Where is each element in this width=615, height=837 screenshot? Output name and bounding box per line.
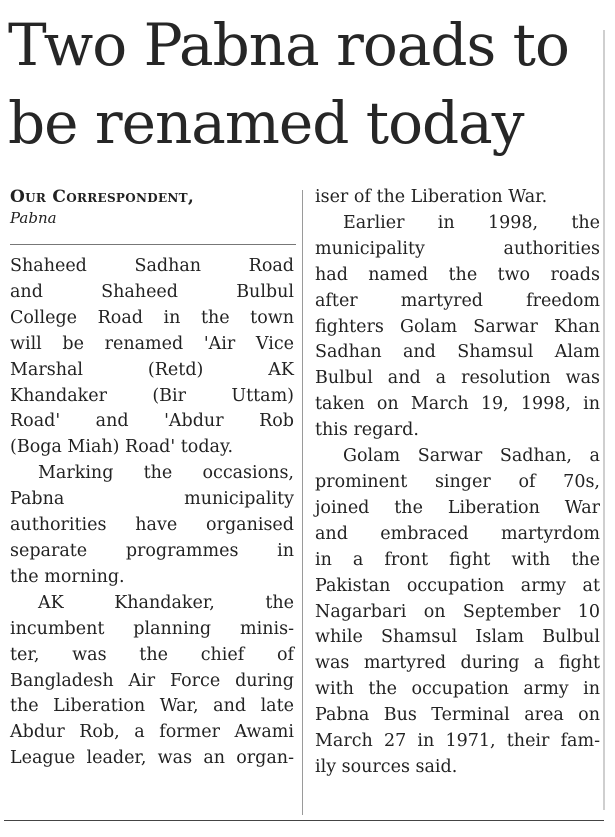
body-line: Pakistan occupation army at [315,575,600,596]
body-line: joined the Liberation War [315,497,600,518]
body-line: Pabna municipality [10,489,294,510]
headline-line-2: be renamed today [8,89,524,157]
body-line: in a front fight with the [315,549,600,570]
body-line: iser of the Liberation War. [315,187,548,207]
body-line: Road' and 'Abdur Rob [10,411,294,432]
byline-divider [10,244,296,245]
byline [10,186,296,228]
body-line: ter, was the chief of [10,644,294,665]
body-line: March 27 in 1971, their fam- [315,731,600,752]
body-line: Nagarbari on September 10 [315,601,600,622]
body-line: separate programmes in [10,540,294,561]
body-line: AK Khandaker, the [38,592,294,613]
body-line: Bulbul and a resolution was [315,368,600,389]
byline-name: Our Correspondent, [10,187,195,207]
body-line: the Liberation War, and late [10,696,294,717]
body-line: Khandaker (Bir Uttam) [10,385,294,406]
body-line: authorities have organised [10,515,294,536]
page-edge-rule [603,30,605,810]
body-line: municipality authorities [315,238,600,259]
body-line: (Boga Miah) Road' today. [10,437,234,458]
body-line: Abdur Rob, a former Awami [10,722,294,743]
right-column [315,185,600,781]
body-line: ily sources said. [315,756,458,777]
body-line: while Shamsul Islam Bulbul [315,627,600,648]
body-line: this regard. [315,420,419,441]
body-line: had named the two roads [315,264,600,285]
body-line: Marking the occasions, [38,463,294,484]
column-divider [302,190,303,815]
bottom-rule [4,820,604,821]
body-line: taken on March 19, 1998, in [315,394,600,415]
body-line: prominent singer of 70s, [315,471,600,492]
body-line: and Shaheed Bulbul [10,281,294,302]
body-line: with the occupation army in [315,679,600,700]
body-line: Bangladesh Air Force during [10,670,294,691]
body-line: will be renamed 'Air Vice [10,333,294,354]
body-line: Earlier in 1998, the [343,212,600,233]
body-line: after martyred freedom [315,290,600,311]
headline-line-1: Two Pabna roads to [8,11,569,79]
body-line: League leader, was an organ- [10,748,294,769]
body-line: College Road in the town [10,307,294,328]
body-line: and embraced martyrdom [315,523,600,544]
body-line: the morning. [10,566,125,587]
body-line: fighters Golam Sarwar Khan [315,316,600,337]
byline-place: Pabna [10,209,57,227]
left-column [10,254,294,772]
body-line: was martyred during a fight [315,653,600,674]
body-line: Sadhan and Shamsul Alam [315,342,600,363]
body-line: incumbent planning minis- [10,618,294,639]
body-line: Shaheed Sadhan Road [10,256,294,276]
body-line: Golam Sarwar Sadhan, a [343,446,600,467]
body-line: Marshal (Retd) AK [10,359,294,380]
headline [8,6,608,162]
body-line: Pabna Bus Terminal area on [315,705,600,726]
